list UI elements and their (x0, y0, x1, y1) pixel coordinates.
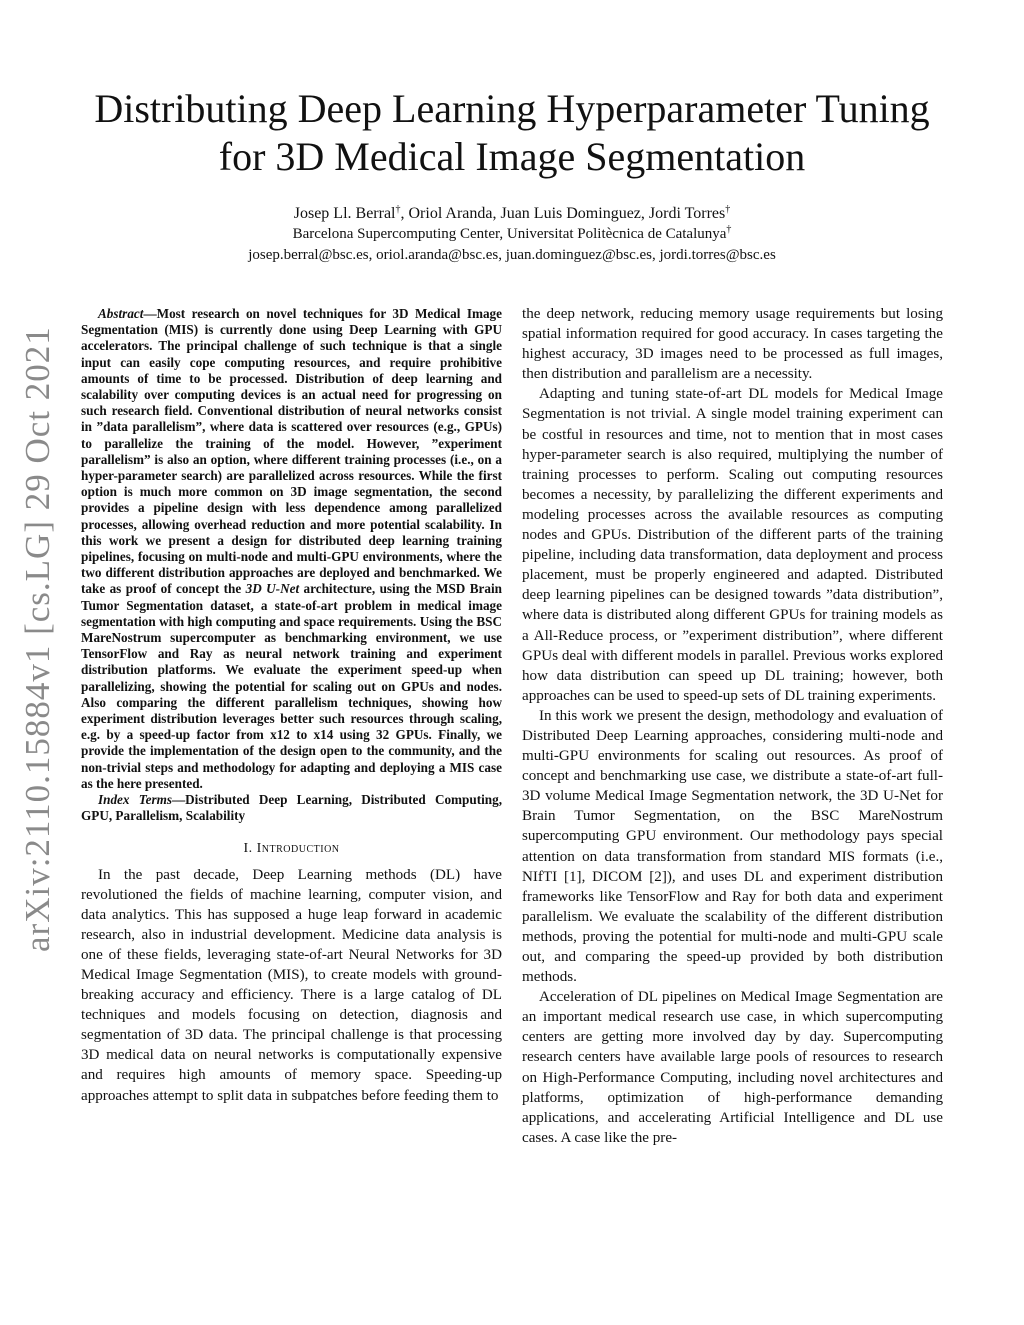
abstract-label: Abstract (98, 306, 144, 321)
index-terms: Index Terms—Distributed Deep Learning, Distributed Computing, GPU, Parallelism, Scalability (81, 792, 502, 824)
author-names: Josep Ll. Berral†, Oriol Aranda, Juan Luis Dominguez, Jordi Torres† (293, 204, 731, 222)
body-paragraph: In the past decade, Deep Learning methods (DL) have revolutioned the fields of machine learning, computer vision, and data analytics. This has supposed a huge leap forward in academic research, also in industrial development. Medicine data analysis is one of these fields, leveraging state-of-art Neural Networks for 3D Medical Image Segmentation (MIS), to create models with ground-breaking accuracy and efficiency. There is a large catalog of DL techniques and models focusing on detection, diagnosis and segmentation of 3D data. The principal challenge is that processing 3D medical data on neural networks is computationally expensive and requires high amounts of memory space. Speeding-up approaches attempt to split data in subpatches before feeding them to (81, 866, 502, 1104)
body-paragraph: the deep network, reducing memory usage requirements but losing spatial information required for good accuracy. In cases targeting the highest accuracy, 3D images need to be processed as full images, then distribution and parallelism are a necessity. (522, 306, 943, 383)
abstract: Abstract—Most research on novel techniques for 3D Medical Image Segmentation (MIS) is currently done using Deep Learning with GPU accelerators. The principal challenge of such technique is that a single input can easily cope computing resources, and require prohibitive amounts of time to be processed. Distribution of deep learning and scalability over computing devices is an actual need for progressing on such research field. Conventional distribution of neural networks consist in ”data parallelism”, where data is scattered over resources (e.g., GPUs) to parallelize the training of the model. However, ”experiment parallelism” is also an option, where different training processes (i.e., on a hyper-parameter search) are parallelized across resources. While the first option is much more common on 3D image segmentation, the second provides a pipeline design with less dependence among parallelized processes, allowing overhead reduction and more potential scalability. In this work we present a design for distributed deep learning training pipelines, focusing on multi-node and multi-GPU environments, where the two different distribution approaches are deployed and benchmarked. We take as proof of concept the 3D U-Net architecture, using the MSD Brain Tumor Segmentation dataset, a state-of-art problem in medical image segmentation with high computing and space requirements. Using the BSC MareNostrum supercomputer as benchmarking environment, we use TensorFlow and Ray as neural network training and experiment distribution platforms. We evaluate the experiment speed-up when parallelizing, showing the potential for scaling out on GPUs and nodes. Also comparing the different parallelism techniques, showing how experiment distribution leverages better such resources through scaling, e.g. by a speed-up factor from x12 to x14 using 32 GPUs. Finally, we provide the implementation of the design open to the community, and the non-trivial steps and methodology for adapting and deploying a MIS case as the here presented. (81, 306, 502, 791)
body-paragraph: Acceleration of DL pipelines on Medical Image Segmentation are an important medical research use case, in which supercomputing centers are getting more involved day by day. Supercomputing research centers have available large pools of resources to research on High-Performance Computing, including novel architectures and platforms, optimization of high-performance demanding applications, and accelerating Artificial Intelligence and DL use cases. A case like the pre- (522, 989, 943, 1146)
arxiv-identifier-stamp: arXiv:2110.15884v1 [cs.LG] 29 Oct 2021 (18, 326, 57, 952)
title-line-1: Distributing Deep Learning Hyperparameter Tuning (94, 86, 930, 131)
body-paragraph: Adapting and tuning state-of-art DL models for Medical Image Segmentation is not trivial. A single model training experiment can be costful in resources and time, not to mention that in most cases hyper-parameter search is also required, multiplying the number of training processes to perform. Scaling out computing resources becomes a necessity, by parallelizing the different experiments and modeling processes across the available resources as computing nodes and GPUs. Distribution of the different parts of the training pipeline, including data transformation, data deployment and process placement, must be properly engineered and adapted. Distributed deep learning pipelines can be designed towards ”data distribution”, where data is distributed along different GPUs for training models as a All-Reduce process, or ”experiment distribution”, where different GPUs deal with different models in parallel. Previous works explored how data distribution can speed up DL training; however, both approaches can be used to speed-up sets of DL training experiments. (522, 386, 943, 704)
section-heading: I. Introduction (243, 840, 340, 856)
right-column (522, 304, 943, 1148)
author-block (60, 203, 964, 266)
left-column (81, 306, 502, 1106)
dagger-mark: † (395, 204, 401, 215)
paper-title (60, 85, 964, 181)
title-line-2: for 3D Medical Image Segmentation (218, 134, 806, 179)
index-terms-label: Index Terms (98, 792, 172, 808)
abstract-emphasis: 3D U-Net (245, 581, 300, 597)
dagger-mark: † (725, 204, 731, 215)
author-affiliation: Barcelona Supercomputing Center, Universitat Politècnica de Catalunya† (292, 224, 732, 242)
author-emails: josep.berral@bsc.es, oriol.aranda@bsc.es, juan.dominguez@bsc.es, jordi.torres@bsc.es (248, 247, 776, 263)
dagger-mark: † (726, 224, 732, 235)
body-paragraph: In this work we present the design, methodology and evaluation of Distributed Deep Learning approaches, considering multi-node and multi-GPU environments for scaling out resources. As proof of concept and benchmarking use case, we distribute a state-of-art full-3D volume Medical Image Segmentation network, the 3D U-Net for Brain Tumor Segmentation, on the BSC MareNostrum supercomputing GPU environment. Our methodology pays special attention on data transformation from standard MIS formats (i.e., NIfTI [1], DICOM [2]), and uses DL and experiment distribution frameworks like TensorFlow and Ray for both data and experiment parallelism. We evaluate the scalability of the different distribution methods, proving the potential for multi-node and multi-GPU scale out, and comparing the speed-up provided by both distribution methods. (522, 707, 943, 986)
